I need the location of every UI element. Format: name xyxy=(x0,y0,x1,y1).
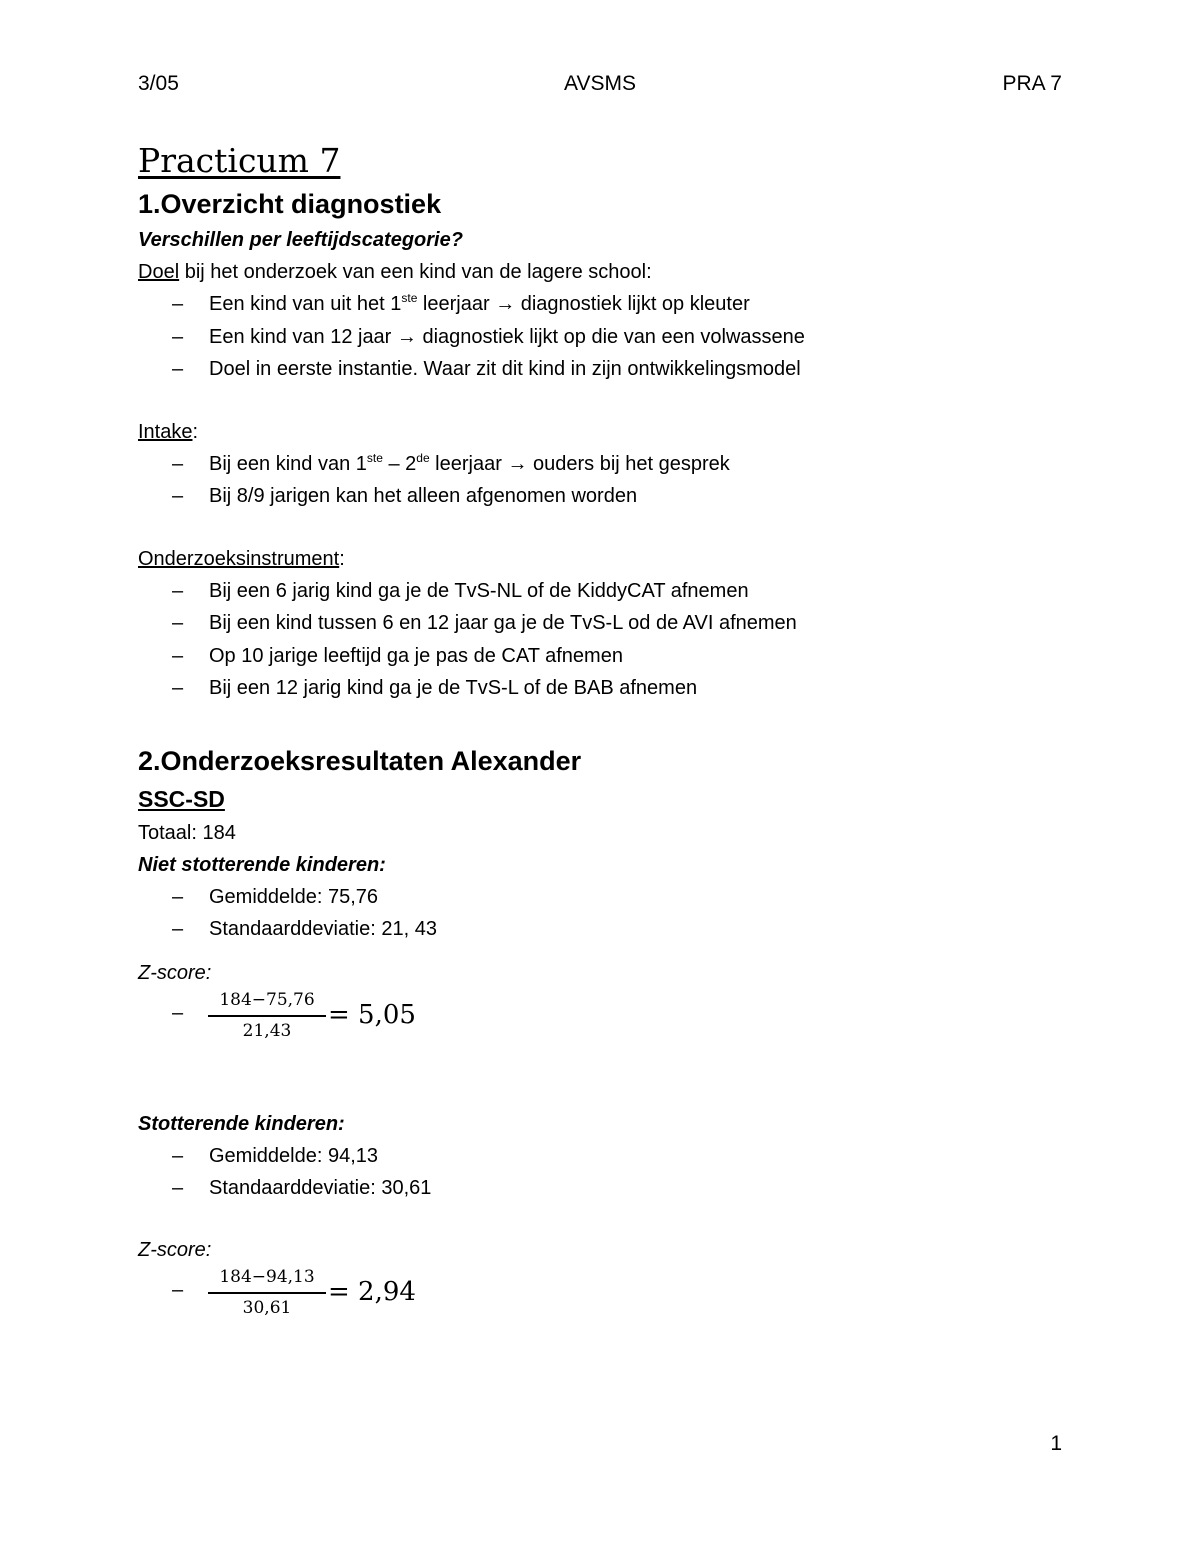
z-score-result: = 5,05 xyxy=(328,999,416,1030)
dash-bullet: – xyxy=(172,1278,184,1301)
list-item: – Bij een kind tussen 6 en 12 jaar ga je de TvS-L od de AVI afnemen xyxy=(138,607,1068,640)
list-item: – Op 10 jarige leeftijd ga je pas de CAT afnemen xyxy=(138,640,1068,673)
list-item: – Bij een 12 jarig kind ga je de TvS-L of de BAB afnemen xyxy=(138,672,1068,705)
list-item: – Bij een 6 jarig kind ga je de TvS-NL of de KiddyCAT afnemen xyxy=(138,575,1068,608)
z-score-label: Z-score: xyxy=(138,1238,212,1261)
doel-label: Doel xyxy=(138,261,180,283)
intake-list xyxy=(138,448,1068,513)
numerator: 184−94,13 xyxy=(219,1266,315,1287)
header-course: AVSMS xyxy=(564,72,636,95)
z-score-label: Z-score: xyxy=(138,961,212,984)
section-2-heading: 2.Onderzoeksresultaten Alexander xyxy=(138,745,582,776)
dash-bullet: – xyxy=(172,452,184,475)
instrument-label: Onderzoeksinstrument xyxy=(138,547,340,570)
dash-bullet: – xyxy=(172,1144,184,1167)
list-item: – Standaarddeviatie: 30,61 xyxy=(138,1172,1068,1205)
dash-bullet: – xyxy=(172,579,184,602)
z-score-result: = 2,94 xyxy=(328,1276,416,1307)
header-code: PRA 7 xyxy=(1002,72,1062,95)
niet-stotterend-label: Niet stotterende kinderen: xyxy=(138,853,386,876)
page-title: Practicum 7 xyxy=(138,141,341,180)
dash-bullet: – xyxy=(172,485,184,507)
stotterend-label: Stotterende kinderen: xyxy=(138,1112,345,1135)
section-1-heading: 1.Overzicht diagnostiek xyxy=(138,189,442,219)
dash-bullet: – xyxy=(172,1001,184,1024)
dash-bullet: – xyxy=(172,293,184,315)
numerator: 184−75,76 xyxy=(219,989,315,1010)
intake-label: Intake xyxy=(138,420,193,443)
z-score-formula xyxy=(138,1265,1068,1327)
page-number: 1 xyxy=(1050,1432,1062,1455)
stotterend-list xyxy=(138,1140,1068,1205)
dash-bullet: – xyxy=(172,885,184,908)
dash-bullet: – xyxy=(172,918,184,940)
denominator: 21,43 xyxy=(242,1020,292,1041)
doel-list xyxy=(138,288,1068,386)
dash-bullet: – xyxy=(172,612,184,634)
fraction-bar xyxy=(208,1292,326,1294)
fraction xyxy=(208,988,326,1044)
list-item: – Een kind van uit het 1ste leerjaar → diagnostiek lijkt op kleuter xyxy=(138,288,1068,321)
denominator: 30,61 xyxy=(242,1297,292,1318)
z-score-formula xyxy=(138,988,1068,1050)
section-1-subheading: Verschillen per leeftijdscategorie? xyxy=(138,229,463,251)
list-item: – Gemiddelde: 94,13 xyxy=(138,1140,1068,1173)
list-item: – Doel in eerste instantie. Waar zit dit kind in zijn ontwikkelingsmodel xyxy=(138,353,1068,386)
document-body xyxy=(138,140,1068,1327)
dash-bullet: – xyxy=(172,677,184,699)
list-item: – Standaarddeviatie: 21, 43 xyxy=(138,913,1068,946)
fraction-bar xyxy=(208,1015,326,1017)
list-item: – Bij 8/9 jarigen kan het alleen afgenomen worden xyxy=(138,480,1068,513)
list-item: – Bij een kind van 1ste – 2de leerjaar → ouders bij het gesprek xyxy=(138,448,1068,481)
list-item: – Gemiddelde: 75,76 xyxy=(138,881,1068,914)
doel-text: bij het onderzoek van een kind van de lagere school: xyxy=(179,261,652,283)
section-2-subheading: SSC-SD xyxy=(138,785,225,812)
dash-bullet: – xyxy=(172,325,184,348)
totaal-line: Totaal: 184 xyxy=(138,821,236,844)
niet-stotterend-list xyxy=(138,881,1068,946)
dash-bullet: – xyxy=(172,644,184,667)
instrument-line: Onderzoeksinstrument: xyxy=(138,547,345,570)
dash-bullet: – xyxy=(172,1177,184,1199)
instrument-list xyxy=(138,575,1068,705)
intake-line: Intake: xyxy=(138,420,199,443)
dash-bullet: – xyxy=(172,358,184,380)
list-item: – Een kind van 12 jaar → diagnostiek lijkt op die van een volwassene xyxy=(138,321,1068,354)
doel-line xyxy=(138,256,1068,288)
fraction xyxy=(208,1265,326,1321)
header-date: 3/05 xyxy=(138,72,179,95)
